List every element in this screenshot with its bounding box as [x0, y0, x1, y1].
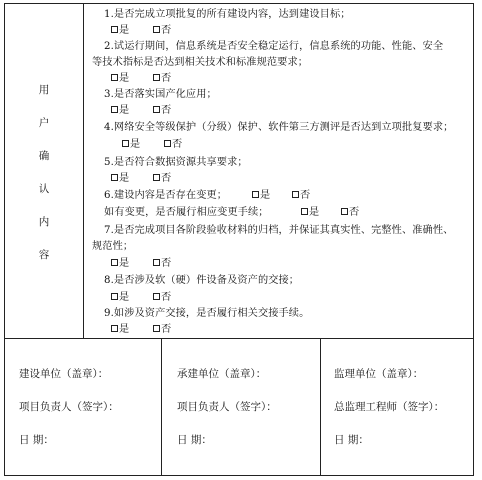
construction-unit-seal: 建设单位（盖章）： [19, 368, 109, 380]
checkbox-icon[interactable] [301, 208, 308, 215]
section-divider [4, 338, 474, 339]
item-5-text: 5.是否符合数据资源共享要求； [104, 157, 248, 168]
item-6-yes[interactable]: 是 [252, 189, 270, 202]
item-5-no[interactable]: 否 [153, 172, 171, 185]
checkbox-icon[interactable] [164, 140, 171, 147]
label-char-4: 认 [38, 183, 50, 195]
item-1-text: 1.是否完成立项批复的所有建设内容，达到建设目标； [104, 9, 351, 20]
supervision-date: 日 期： [334, 434, 369, 446]
item-6b-text: 如有变更，是否履行相应变更手续； [104, 207, 269, 218]
item-4-no[interactable]: 否 [164, 138, 182, 151]
checkbox-icon[interactable] [153, 106, 160, 113]
item-7-text-line-2: 规范性； [92, 241, 134, 252]
checkbox-icon[interactable] [111, 259, 118, 266]
item-9-text: 9.如涉及资产交接，是否履行相关交接手续。 [104, 308, 310, 319]
item-3-yes[interactable]: 是 [111, 104, 129, 117]
item-4-yes[interactable]: 是 [122, 138, 140, 151]
label-char-1: 用 [38, 84, 50, 96]
signature-divider-2 [320, 338, 321, 476]
item-5-yes[interactable]: 是 [111, 172, 129, 185]
item-6-no[interactable]: 否 [292, 189, 310, 202]
checkbox-icon[interactable] [111, 325, 118, 332]
construction-project-leader: 项目负责人（签字）： [19, 401, 119, 413]
item-7-yes[interactable]: 是 [111, 257, 129, 270]
checkbox-icon[interactable] [153, 293, 160, 300]
item-8-no[interactable]: 否 [153, 291, 171, 304]
label-char-3: 确 [38, 150, 50, 162]
checkbox-icon[interactable] [122, 140, 129, 147]
contractor-date: 日 期： [177, 434, 212, 446]
item-8-yes[interactable]: 是 [111, 291, 129, 304]
item-4-text: 4.网络安全等级保护（分级）保护、软件第三方测评是否达到立项批复要求； [104, 122, 454, 133]
checkbox-icon[interactable] [153, 74, 160, 81]
checkbox-icon[interactable] [153, 174, 160, 181]
checkbox-icon[interactable] [252, 191, 259, 198]
label-char-5: 内 [38, 216, 50, 228]
checkbox-icon[interactable] [111, 74, 118, 81]
item-3-text: 3.是否落实国产化应用； [104, 89, 217, 100]
item-8-text: 8.是否涉及软（硬）件设备及资产的交接； [104, 275, 300, 286]
checkbox-icon[interactable] [153, 259, 160, 266]
item-6-text: 6.建设内容是否存在变更； [104, 190, 228, 201]
item-2-text-line-1: 2.试运行期间，信息系统是否安全稳定运行，信息系统的功能、性能、安全 [104, 41, 444, 52]
contractor-project-leader: 项目负责人（签字）： [177, 401, 277, 413]
signature-divider-1 [161, 338, 162, 476]
checkbox-icon[interactable] [153, 26, 160, 33]
label-char-6: 容 [38, 249, 50, 261]
item-6b-yes[interactable]: 是 [301, 206, 319, 219]
item-1-no[interactable]: 否 [153, 24, 171, 37]
left-label-column [4, 3, 84, 338]
item-2-yes[interactable]: 是 [111, 72, 129, 85]
construction-date: 日 期： [19, 434, 54, 446]
supervision-unit-seal: 监理单位（盖章）： [334, 368, 424, 380]
checkbox-icon[interactable] [153, 325, 160, 332]
item-9-yes[interactable]: 是 [111, 323, 129, 336]
item-6b-no[interactable]: 否 [341, 206, 359, 219]
checkbox-icon[interactable] [292, 191, 299, 198]
checkbox-icon[interactable] [111, 293, 118, 300]
checkbox-icon[interactable] [111, 106, 118, 113]
checkbox-icon[interactable] [111, 26, 118, 33]
contractor-unit-seal: 承建单位（盖章）： [177, 368, 267, 380]
item-1-yes[interactable]: 是 [111, 24, 129, 37]
checkbox-icon[interactable] [341, 208, 348, 215]
chief-supervising-engineer: 总监理工程师（签字）： [334, 401, 445, 413]
item-7-no[interactable]: 否 [153, 257, 171, 270]
item-3-no[interactable]: 否 [153, 104, 171, 117]
item-2-no[interactable]: 否 [153, 72, 171, 85]
item-2-text-line-2: 等技术指标是否达到相关技术和标准规范要求； [92, 57, 309, 68]
item-7-text-line-1: 7.是否完成项目各阶段验收材料的归档，并保证其真实性、完整性、准确性、 [104, 225, 454, 236]
checkbox-icon[interactable] [111, 174, 118, 181]
item-9-no[interactable]: 否 [153, 323, 171, 336]
label-char-2: 户 [38, 117, 50, 129]
